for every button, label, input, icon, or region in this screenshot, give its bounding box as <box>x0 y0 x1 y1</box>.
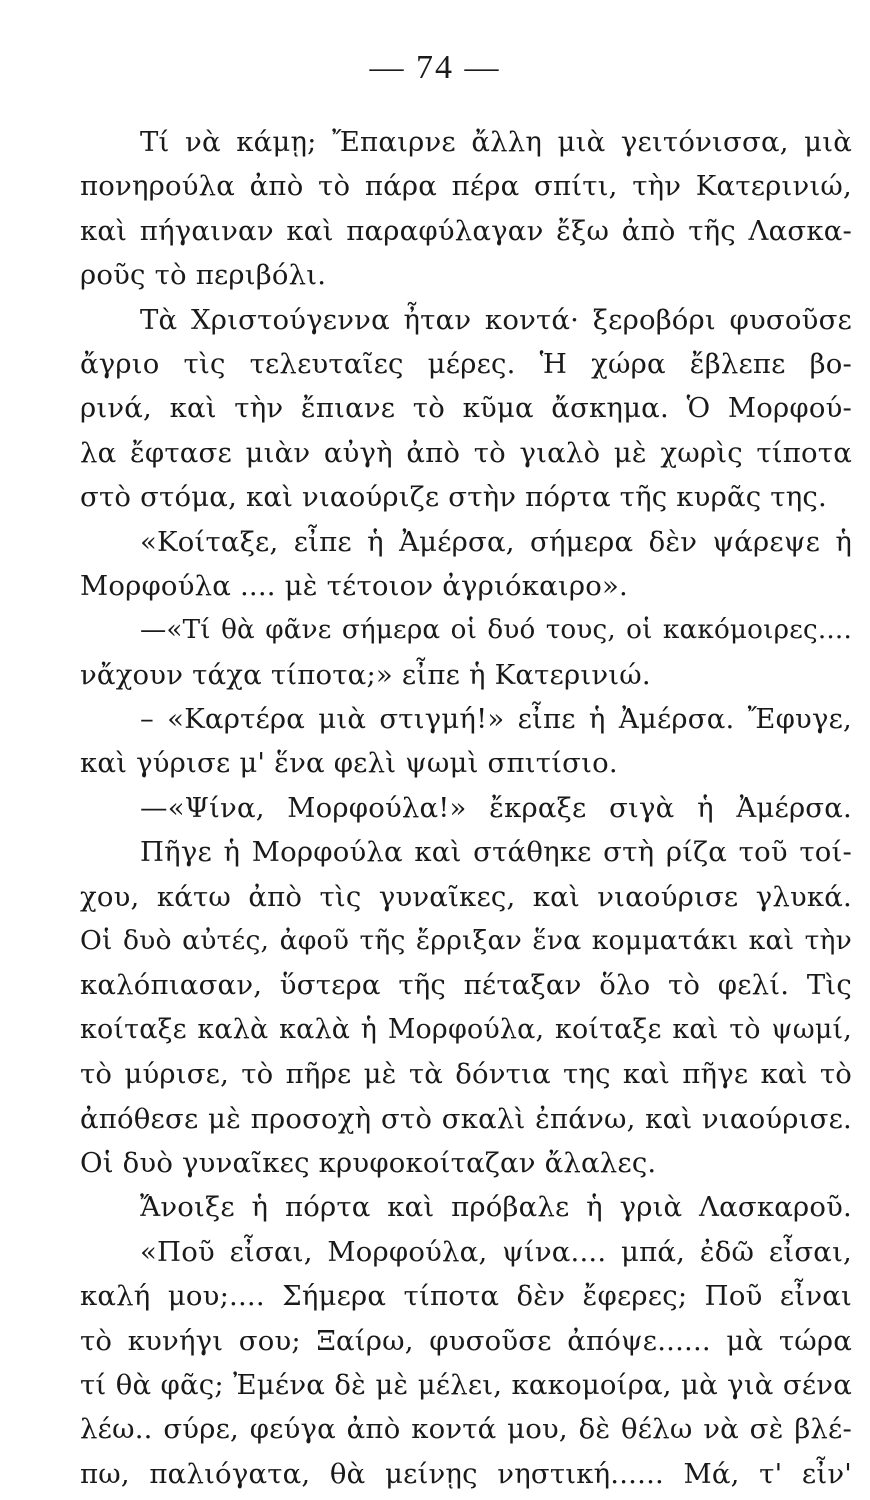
text-line: —«Τί θὰ φᾶνε σήμερα οἱ δυό τους, οἱ κακόμοιρες.... <box>140 615 852 646</box>
text-line: – «Καρτέρα μιὰ στιγμή!» εἶπε ἡ Ἀμέρσα. Ἔφυγε, <box>140 703 852 736</box>
text-line: κοίταξε καλὰ καλὰ ἡ Μορφούλα, κοίταξε καὶ τὸ ψωμί, <box>80 1013 852 1045</box>
text-line: Οἱ δυὸ αὐτές, ἀφοῦ τῆς ἔρριξαν ἕνα κομματάκι καὶ τὴν <box>80 925 852 957</box>
text-line: πονηρούλα ἀπὸ τὸ πάρα πέρα σπίτι, τὴν Κατερινιώ, <box>80 170 852 203</box>
text-line: —«Ψίνα, Μορφούλα!» ἔκραξε σιγὰ ἡ Ἀμέρσα. <box>140 791 852 824</box>
text-line: καὶ γύρισε μ' ἕνα φελὶ ψωμὶ σπιτίσιο. <box>80 747 618 780</box>
text-line: Μορφούλα .... μὲ τέτοιον ἀγριόκαιρο». <box>80 569 629 602</box>
text-line: τὸ κυνήγι σου; Ξαίρω, φυσοῦσε ἀπόψε...... μὰ τώρα <box>80 1324 852 1357</box>
text-line: Τί νὰ κάμῃ; Ἔπαιρνε ἄλλη μιὰ γειτόνισσα, μιὰ <box>140 126 852 158</box>
text-line: ἀπόθεσε μὲ προσοχὴ στὸ σκαλὶ ἐπάνω, καὶ νιαούρισε. <box>80 1102 852 1135</box>
body-text <box>80 120 852 1496</box>
text-line: Τὰ Χριστούγεννα ἦταν κοντά· ξεροβόρι φυσοῦσε <box>140 303 852 336</box>
text-line: τὸ μύρισε, τὸ πῆρε μὲ τὰ δόντια της καὶ πῆγε καὶ τὸ <box>80 1058 852 1091</box>
text-line: καὶ πήγαιναν καὶ παραφύλαγαν ἔξω ἀπὸ τῆς Λασκα- <box>80 214 852 247</box>
text-line: Ἄνοιξε ἡ πόρτα καὶ πρόβαλε ἡ γριὰ Λασκαροῦ. <box>140 1191 852 1224</box>
page-number: — 74 — <box>369 49 501 86</box>
text-line: καλόπιασαν, ὕστερα τῆς πέταξαν ὅλο τὸ φελί. Τὶς <box>80 969 852 1002</box>
text-line: «Κοίταξε, εἶπε ἡ Ἀμέρσα, σήμερα δὲν ψάρεψε ἡ <box>140 525 852 558</box>
text-line: «Ποῦ εἶσαι, Μορφούλα, ψίνα.... μπά, ἐδῶ εἶσαι, <box>140 1235 852 1268</box>
text-line: ἄγριο τὶς τελευταῖες μέρες. Ἡ χώρα ἔβλεπε βο- <box>80 347 852 380</box>
text-line: στὸ στόμα, καὶ νιαούριζε στὴν πόρτα τῆς κυρᾶς της. <box>80 481 827 514</box>
text-line: ροῦς τὸ περιβόλι. <box>80 259 327 292</box>
text-line: Οἱ δυὸ γυναῖκες κρυφοκοίταζαν ἄλαλες. <box>80 1146 657 1179</box>
text-line: λα ἔφτασε μιὰν αὐγὴ ἀπὸ τὸ γιαλὸ μὲ χωρὶς τίποτα <box>80 436 852 469</box>
text-line: ρινά, καὶ τὴν ἔπιανε τὸ κῦμα ἄσκημα. Ὁ Μορφού- <box>80 392 852 425</box>
text-line: λέω.. σύρε, φεύγα ἀπὸ κοντά μου, δὲ θέλω νὰ σὲ βλέ- <box>80 1413 852 1446</box>
text-line: καλή μου;.... Σήμερα τίποτα δὲν ἔφερες; Ποῦ εἶναι <box>80 1280 852 1313</box>
text-line: νἄχουν τάχα τίποτα;» εἶπε ἡ Κατερινιώ. <box>80 658 651 691</box>
text-line: τί θὰ φᾶς; Ἐμένα δὲ μὲ μέλει, κακομοίρα, μὰ γιὰ σένα <box>80 1368 852 1401</box>
text-line: Πῆγε ἡ Μορφούλα καὶ στάθηκε στὴ ρίζα τοῦ τοί- <box>140 836 852 869</box>
text-line: χου, κάτω ἀπὸ τὶς γυναῖκες, καὶ νιαούρισε γλυκά. <box>80 880 852 913</box>
text-line: πω, παλιόγατα, θὰ μείνῃς νηστική...... Μά, τ' εἶν' <box>80 1457 852 1490</box>
